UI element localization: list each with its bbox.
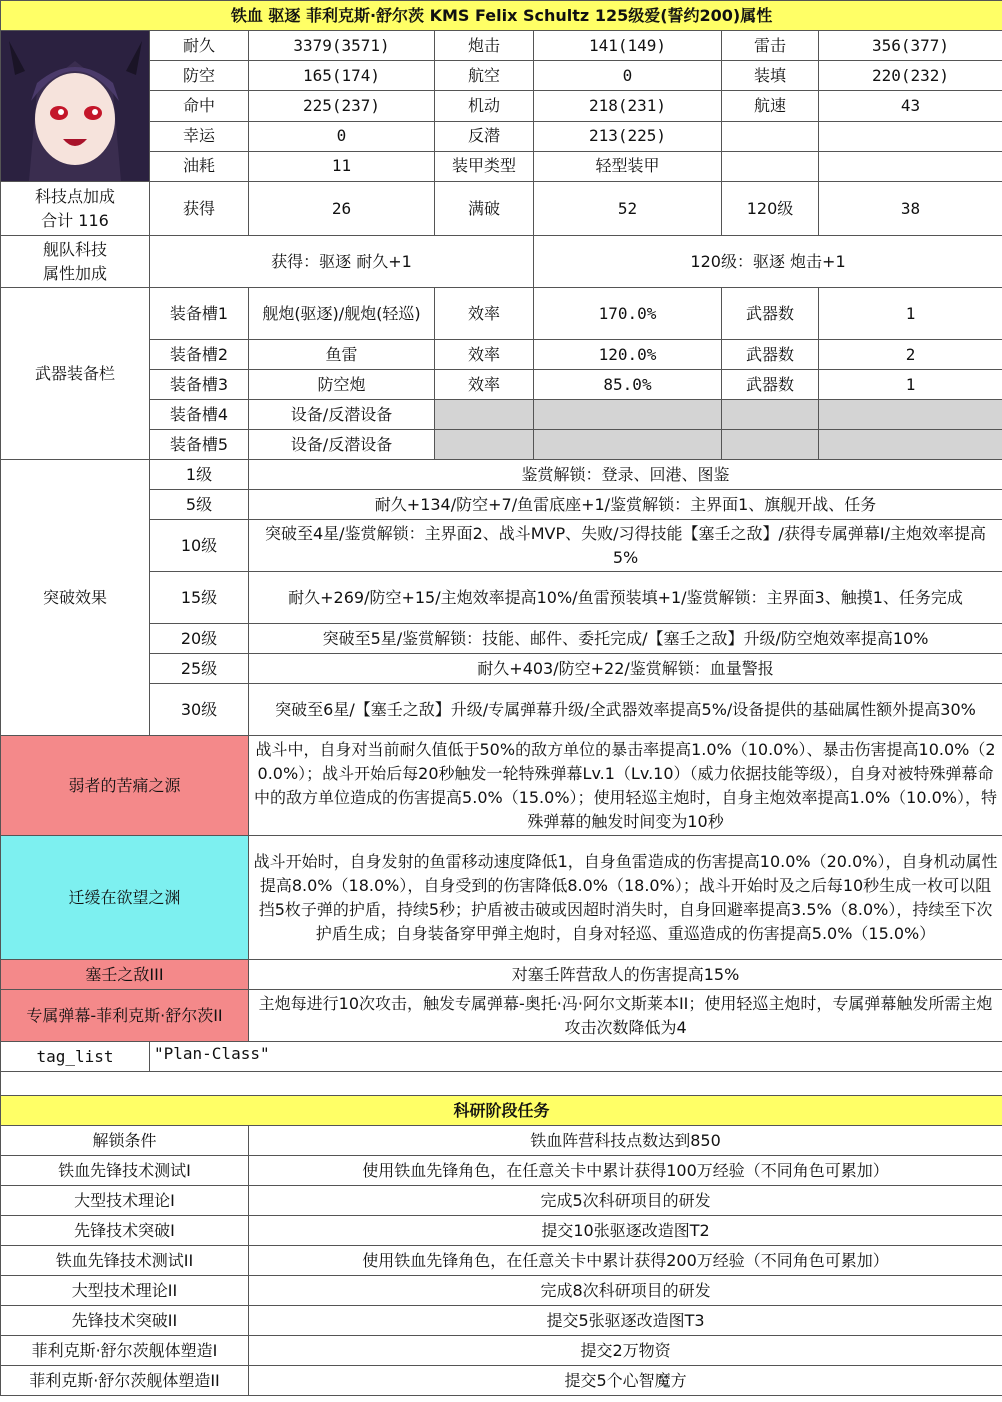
fleet-tech-label <box>1 236 150 288</box>
stat-value: 165(174) <box>249 61 435 91</box>
research-task: 提交5张驱逐改造图T3 <box>249 1306 1002 1336</box>
research-name: 大型技术理论II <box>1 1276 249 1306</box>
stat-value <box>819 151 1002 181</box>
page-title: 铁血 驱逐 菲利克斯·舒尔茨 KMS Felix Schultz 125级爱(誓约200)属性 <box>1 1 1002 31</box>
research-name: 大型技术理论I <box>1 1186 249 1216</box>
tag-list-value: "Plan-Class" <box>150 1042 1002 1072</box>
table-row <box>1 572 1002 624</box>
research-header: 科研阶段任务 <box>1 1096 1002 1126</box>
table-row <box>1 1216 1002 1246</box>
table-row <box>1 1156 1002 1186</box>
slot-label: 装备槽3 <box>150 370 249 400</box>
research-name: 解锁条件 <box>1 1126 249 1156</box>
portrait-image <box>1 31 150 181</box>
stat-label: 幸运 <box>150 121 249 151</box>
slot-type: 设备/反潜设备 <box>249 400 435 430</box>
stat-label: 命中 <box>150 91 249 121</box>
spacer-row <box>1 1072 1002 1096</box>
tech-lv120-value: 38 <box>819 182 1002 236</box>
table-row <box>1 990 1002 1042</box>
stat-label: 油耗 <box>150 151 249 181</box>
stat-value: 11 <box>249 151 435 181</box>
table-row <box>1 91 1002 121</box>
slot-label: 装备槽4 <box>150 400 249 430</box>
stat-value: 轻型装甲 <box>534 151 722 181</box>
fleet-tech-obtain: 获得：驱逐 耐久+1 <box>150 236 534 288</box>
table-row <box>1 1366 1002 1396</box>
research-name: 菲利克斯·舒尔茨舰体塑造I <box>1 1336 249 1366</box>
fleet-tech-title: 舰队科技 <box>42 239 107 259</box>
table-row <box>1 236 1002 288</box>
table-row <box>1 1072 1002 1096</box>
empty-cell <box>819 430 1002 460</box>
breakthrough-level: 20级 <box>150 624 249 654</box>
breakthrough-level: 10级 <box>150 520 249 572</box>
table-row <box>1 61 1002 91</box>
count-value: 1 <box>819 288 1002 340</box>
research-task: 完成5次科研项目的研发 <box>249 1186 1002 1216</box>
research-task: 提交10张驱逐改造图T2 <box>249 1216 1002 1246</box>
fleet-tech-subtitle: 属性加成 <box>42 263 107 283</box>
slot-type: 防空炮 <box>249 370 435 400</box>
efficiency-value: 170.0% <box>534 288 722 340</box>
stat-label: 机动 <box>435 91 534 121</box>
research-name: 铁血先锋技术测试I <box>1 1156 249 1186</box>
efficiency-value: 120.0% <box>534 340 722 370</box>
empty-cell <box>819 400 1002 430</box>
count-label: 武器数 <box>722 370 819 400</box>
table-row <box>1 1126 1002 1156</box>
count-label: 武器数 <box>722 340 819 370</box>
stat-label: 航速 <box>722 91 819 121</box>
breakthrough-text: 耐久+269/防空+15/主炮效率提高10%/鱼雷预装填+1/鉴赏解锁：主界面3、触摸1、任务完成 <box>249 572 1002 624</box>
table-row <box>1 370 1002 400</box>
stat-label <box>722 121 819 151</box>
breakthrough-level: 1级 <box>150 460 249 490</box>
stat-value: 213(225) <box>534 121 722 151</box>
tag-list-label: tag_list <box>1 1042 150 1072</box>
stat-label: 防空 <box>150 61 249 91</box>
table-row <box>1 31 1002 61</box>
breakthrough-text: 鉴赏解锁：登录、回港、图鉴 <box>249 460 1002 490</box>
tech-obtain-label: 获得 <box>150 182 249 236</box>
table-row <box>1 654 1002 684</box>
skill-text: 战斗开始时，自身发射的鱼雷移动速度降低1，自身鱼雷造成的伤害提高10.0%（20.0%），自身机动属性提高8.0%（18.0%），自身受到的伤害降低8.0%（18.0%）；战斗开始时及之后每10秒生成一枚可以阻挡5枚子弹的护盾，持续5秒；护盾被击破或因超时消失时，自身回避率提高3.5%（8.0%），持续至下次护盾生成；自身装备穿甲弹主炮时，自身对轻巡、重巡造成的伤害提高5.0%（15.0%） <box>249 836 1002 960</box>
skill-name: 塞壬之敌III <box>1 960 249 990</box>
breakthrough-text: 耐久+403/防空+22/鉴赏解锁：血量警报 <box>249 654 1002 684</box>
research-name: 先锋技术突破I <box>1 1216 249 1246</box>
table-row <box>1 960 1002 990</box>
slot-label: 装备槽5 <box>150 430 249 460</box>
weapons-label: 武器装备栏 <box>1 288 150 460</box>
table-row <box>1 1042 1002 1072</box>
research-task: 使用铁血先锋角色，在任意关卡中累计获得100万经验（不同角色可累加） <box>249 1156 1002 1186</box>
stat-value: 141(149) <box>534 31 722 61</box>
table-row <box>1 490 1002 520</box>
breakthrough-level: 5级 <box>150 490 249 520</box>
table-row <box>1 182 1002 236</box>
stat-label: 航空 <box>435 61 534 91</box>
skill-text: 战斗中，自身对当前耐久值低于50%的敌方单位的暴击率提高1.0%（10.0%）、暴击伤害提高10.0%（20.0%）；战斗开始后每20秒触发一轮特殊弹幕Lv.1（Lv.10）（威力依据技能等级），自身对被特殊弹幕命中的敌方单位造成的伤害提高5.0%（15.0%）；使用轻巡主炮时，自身主炮效率提高1.0%（10.0%），特殊弹幕的触发时间变为10秒 <box>249 736 1002 836</box>
count-label: 武器数 <box>722 288 819 340</box>
slot-type: 鱼雷 <box>249 340 435 370</box>
slot-label: 装备槽1 <box>150 288 249 340</box>
table-row <box>1 1246 1002 1276</box>
research-task: 使用铁血先锋角色，在任意关卡中累计获得200万经验（不同角色可累加） <box>249 1246 1002 1276</box>
stat-value: 218(231) <box>534 91 722 121</box>
efficiency-label: 效率 <box>435 340 534 370</box>
fleet-tech-lv120: 120级：驱逐 炮击+1 <box>534 236 1002 288</box>
table-row <box>1 288 1002 340</box>
skill-text: 对塞壬阵营敌人的伤害提高15% <box>249 960 1002 990</box>
skill-name: 弱者的苦痛之源 <box>1 736 249 836</box>
efficiency-label: 效率 <box>435 370 534 400</box>
skill-name: 专属弹幕-菲利克斯·舒尔茨II <box>1 990 249 1042</box>
slot-label: 装备槽2 <box>150 340 249 370</box>
table-row <box>1 430 1002 460</box>
tech-points-label <box>1 182 150 236</box>
breakthrough-level: 30级 <box>150 684 249 736</box>
empty-cell <box>534 400 722 430</box>
empty-cell <box>722 400 819 430</box>
tech-points-total: 合计 116 <box>41 210 109 230</box>
breakthrough-level: 25级 <box>150 654 249 684</box>
table-row <box>1 400 1002 430</box>
stat-value: 3379(3571) <box>249 31 435 61</box>
table-row <box>1 460 1002 490</box>
research-task: 铁血阵营科技点数达到850 <box>249 1126 1002 1156</box>
slot-type: 设备/反潜设备 <box>249 430 435 460</box>
efficiency-label: 效率 <box>435 288 534 340</box>
tech-lb-label: 满破 <box>435 182 534 236</box>
table-row <box>1 736 1002 836</box>
stat-value: 220(232) <box>819 61 1002 91</box>
table-row <box>1 1 1002 31</box>
research-task: 提交5个心智魔方 <box>249 1366 1002 1396</box>
count-value: 2 <box>819 340 1002 370</box>
stat-label: 雷击 <box>722 31 819 61</box>
table-row <box>1 624 1002 654</box>
stat-label: 耐久 <box>150 31 249 61</box>
research-task: 提交2万物资 <box>249 1336 1002 1366</box>
table-row <box>1 836 1002 960</box>
tech-obtain-value: 26 <box>249 182 435 236</box>
stat-label: 反潜 <box>435 121 534 151</box>
research-name: 铁血先锋技术测试II <box>1 1246 249 1276</box>
table-row <box>1 1096 1002 1126</box>
skill-name: 迁缓在欲望之渊 <box>1 836 249 960</box>
stat-label: 装填 <box>722 61 819 91</box>
stat-value: 0 <box>249 121 435 151</box>
table-row <box>1 151 1002 181</box>
table-row <box>1 684 1002 736</box>
breakthrough-text: 突破至5星/鉴赏解锁：技能、邮件、委托完成/【塞壬之敌】升级/防空炮效率提高10% <box>249 624 1002 654</box>
table-row <box>1 1306 1002 1336</box>
stat-value: 356(377) <box>819 31 1002 61</box>
research-task: 完成8次科研项目的研发 <box>249 1276 1002 1306</box>
breakthrough-text: 耐久+134/防空+7/鱼雷底座+1/鉴赏解锁：主界面1、旗舰开战、任务 <box>249 490 1002 520</box>
ship-portrait <box>1 31 150 182</box>
table-row <box>1 121 1002 151</box>
efficiency-value: 85.0% <box>534 370 722 400</box>
skill-text: 主炮每进行10次攻击，触发专属弹幕-奥托·冯·阿尔文斯莱本II；使用轻巡主炮时，专属弹幕触发所需主炮攻击次数降低为4 <box>249 990 1002 1042</box>
slot-type: 舰炮(驱逐)/舰炮(轻巡) <box>249 288 435 340</box>
breakthrough-text: 突破至6星/【塞壬之敌】升级/专属弹幕升级/全武器效率提高5%/设备提供的基础属性额外提高30% <box>249 684 1002 736</box>
count-value: 1 <box>819 370 1002 400</box>
empty-cell <box>435 400 534 430</box>
empty-cell <box>722 430 819 460</box>
table-row <box>1 1336 1002 1366</box>
research-name: 先锋技术突破II <box>1 1306 249 1336</box>
table-row <box>1 520 1002 572</box>
empty-cell <box>534 430 722 460</box>
tech-points-title: 科技点加成 <box>34 186 115 206</box>
table-row <box>1 1276 1002 1306</box>
research-name: 菲利克斯·舒尔茨舰体塑造II <box>1 1366 249 1396</box>
stat-label: 装甲类型 <box>435 151 534 181</box>
empty-cell <box>435 430 534 460</box>
stat-value <box>819 121 1002 151</box>
tech-lb-value: 52 <box>534 182 722 236</box>
table-row <box>1 340 1002 370</box>
stat-value: 225(237) <box>249 91 435 121</box>
tech-lv120-label: 120级 <box>722 182 819 236</box>
breakthrough-text: 突破至4星/鉴赏解锁：主界面2、战斗MVP、失败/习得技能【塞壬之敌】/获得专属弹幕I/主炮效率提高5% <box>249 520 1002 572</box>
breakthrough-label: 突破效果 <box>1 460 150 736</box>
stat-label: 炮击 <box>435 31 534 61</box>
stat-value: 0 <box>534 61 722 91</box>
breakthrough-level: 15级 <box>150 572 249 624</box>
stat-value: 43 <box>819 91 1002 121</box>
stat-label <box>722 151 819 181</box>
table-row <box>1 1186 1002 1216</box>
